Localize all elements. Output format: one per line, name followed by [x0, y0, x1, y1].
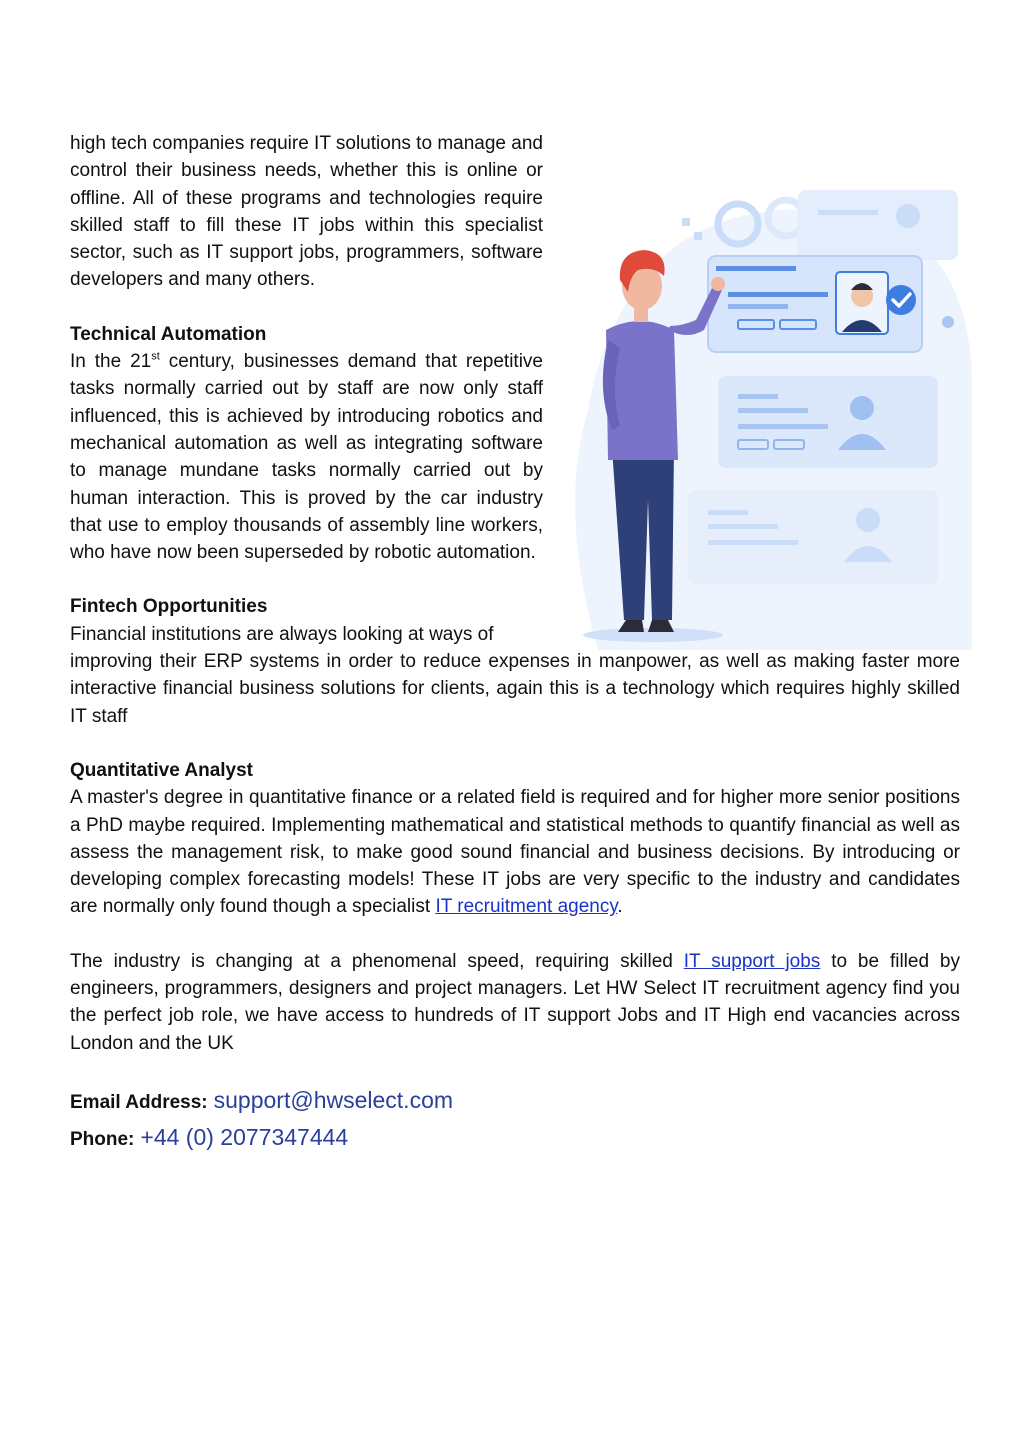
card-line	[818, 210, 878, 215]
lower-card-line-1	[708, 510, 748, 515]
email-label: Email Address:	[70, 1091, 208, 1113]
check-badge-icon	[886, 285, 916, 315]
card-top	[798, 190, 958, 260]
email-value[interactable]: support@hwselect.com	[213, 1086, 454, 1113]
email-row	[70, 1087, 960, 1114]
main-card-line-1	[716, 266, 796, 271]
lower-card-line-2	[708, 524, 778, 529]
it-recruitment-agency-link[interactable]: IT recruitment agency	[435, 896, 618, 918]
it-support-jobs-link[interactable]: IT support jobs	[683, 950, 821, 972]
person-torso	[606, 321, 678, 460]
phone-row	[70, 1124, 960, 1151]
technical-automation-heading: Technical Automation	[70, 323, 267, 345]
middle-card-line-2	[738, 408, 808, 413]
phone-value[interactable]: +44 (0) 2077347444	[140, 1123, 349, 1150]
closing-text-pre: The industry is changing at a phenomenal speed, requiring skilled	[70, 950, 684, 972]
person-neck	[634, 308, 648, 322]
person-hand	[711, 277, 725, 291]
intro-paragraph: high tech companies require IT solutions to manage and control their business needs, whether this is online or offline. All of these programs and technologies require skilled staff to fill these IT jobs within this specialist sector, such as IT support jobs, programmers, software developers and many others.	[70, 133, 543, 291]
middle-card-line-3	[738, 424, 828, 429]
main-card-line-3	[728, 304, 788, 309]
technical-automation-paragraph	[70, 348, 543, 566]
card-top-avatar	[896, 204, 920, 228]
lower-card-avatar-head	[856, 508, 880, 532]
lower-card-line-3	[708, 540, 798, 545]
quant-paragraph	[70, 784, 960, 920]
middle-card-avatar-head	[850, 396, 874, 420]
fintech-paragraph-line1: Financial institutions are always looking at ways of	[70, 623, 494, 645]
fintech-paragraph-rest: improving their ERP systems in order to reduce expenses in manpower, as well as making faster more interactive financial business solutions for clients, again this is a technology which requires highly skilled IT staff	[70, 651, 960, 727]
dot-decoration-3	[942, 316, 954, 328]
recruitment-illustration-icon	[568, 180, 972, 650]
middle-card	[718, 376, 938, 468]
ta-text-post: century, businesses demand that repetitive tasks normally carried out by staff are now only staff influenced, this is achieved by introducing robotics and mechanical automation as well as integrating software to manage mundane tasks normally carried out by human interaction. This is proved by the car industry that use to employ thousands of assembly line workers, who have now been superseded by robotic automation.	[70, 351, 544, 564]
dot-decoration-2	[694, 232, 702, 240]
dot-decoration	[682, 218, 690, 226]
quant-text: A master's degree in quantitative finance or a related field is required and for higher more senior positions a PhD maybe required. Implementing mathematical and statistical methods to quantify financial as well as assess the management risk, to make good sound financial and business decisions. By introducing or developing complex forecasting models! These IT jobs are very specific to the industry and candidates are normally only found though a specialist	[70, 787, 960, 918]
main-card-line-2	[728, 292, 828, 297]
lower-card	[688, 490, 938, 584]
closing-paragraph	[70, 948, 960, 1057]
ta-superscript: st	[151, 350, 160, 363]
ta-text-pre: In the 21	[70, 351, 152, 373]
phone-label: Phone:	[70, 1128, 135, 1150]
middle-card-line-1	[738, 394, 778, 399]
fintech-heading: Fintech Opportunities	[70, 596, 268, 618]
quant-text-end: .	[617, 896, 623, 918]
closing-text-post: to be filled by engineers, programmers, designers and project managers. Let HW Select IT recruitment agency find you the perfect job role, we have access to hundreds of IT support Jobs and IT High end vacancies across London and the UK	[70, 950, 960, 1054]
quant-heading: Quantitative Analyst	[70, 759, 254, 781]
